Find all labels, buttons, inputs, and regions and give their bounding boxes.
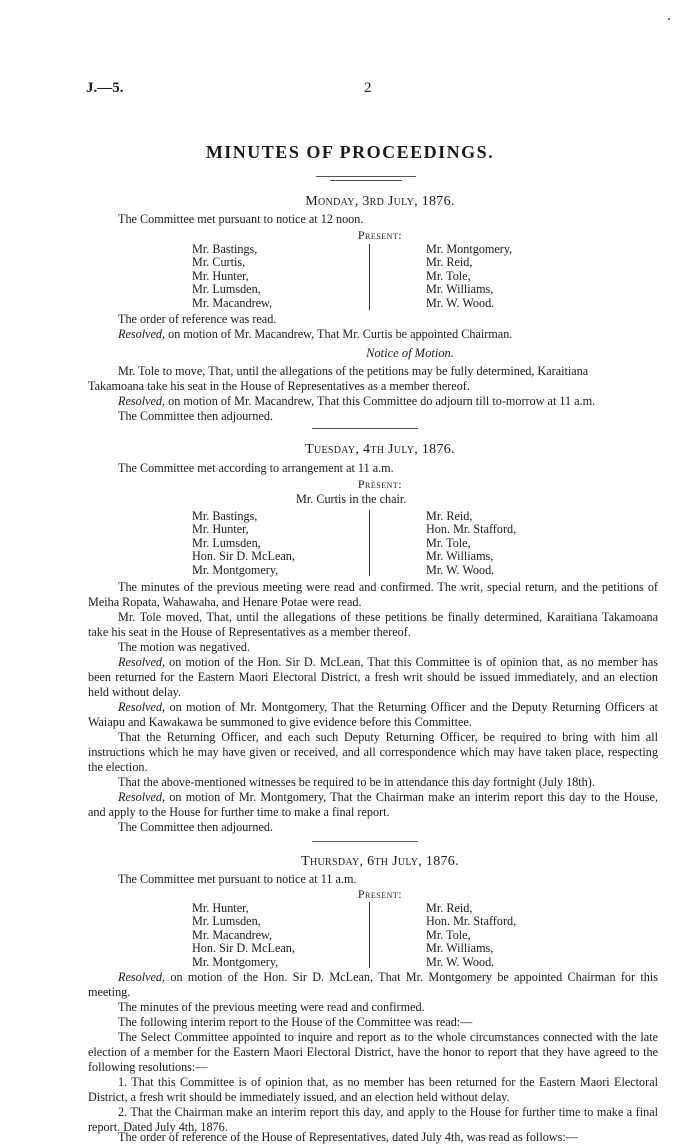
resolution-2: Resolved, on motion of Mr. Macandrew, That this Committee do adjourn till to-morrow at 11 a.m. bbox=[118, 394, 596, 408]
minutes-paragraph-2-8: Resolved, on motion of Mr. Montgomery, That the Chairman make an interim report this day to the House, and apply to the House for further time to make a final report. bbox=[88, 790, 658, 820]
adjourned-2: The Committee then adjourned. bbox=[118, 820, 274, 834]
minutes-paragraph-2-5: Resolved, on motion of Mr. Montgomery, That the Returning Officer and the Deputy Returning Officers at Waiapu and Kawakawa be summoned to give evidence before this Committee. bbox=[88, 700, 659, 730]
column-divider-2 bbox=[369, 510, 370, 576]
column-divider-1 bbox=[369, 244, 370, 310]
minutes-paragraph-2-7: That the above-mentioned witnesses be required to be in attendance this day fortnight (July 18th). bbox=[118, 775, 595, 789]
meeting-date-1: Monday, 3rd July, 1876. bbox=[305, 194, 455, 209]
speck-mark bbox=[668, 18, 670, 20]
minutes-paragraph-2-3: The motion was negatived. bbox=[118, 640, 250, 654]
meeting-opening-2: The Committee met according to arrangement at 11 a.m. bbox=[118, 461, 394, 475]
minutes-paragraph-3-5: 1. That this Committee is of opinion that, as no member has been returned for the Eastern Maori Electoral District, a fresh writ should be immediately issued, and an election held without delay. bbox=[88, 1075, 658, 1105]
tole-motion-line-1: Mr. Tole to move, That, until the allegations of the petitions may be fully determined, Karaitiana bbox=[118, 364, 589, 378]
minutes-paragraph-3-6: 2. That the Chairman make an interim report this day, and apply to the House for further time to make a final report. Dated July 4th, 1876. bbox=[88, 1105, 658, 1135]
document-code: J.—5. bbox=[86, 80, 124, 96]
meeting-date-2: Tuesday, 4th July, 1876. bbox=[305, 442, 455, 457]
section-rule-2 bbox=[312, 841, 418, 842]
meeting-opening-3: The Committee met pursuant to notice at 11 a.m. bbox=[118, 872, 357, 886]
minutes-paragraph-3-3: The following interim report to the House of the Committee was read:— bbox=[118, 1015, 473, 1029]
minutes-paragraph-2-2: Mr. Tole moved, That, until the allegations of these petitions be finally determined, Karaitiana Takamoana take his seat in the House of Representatives as a member thereof. bbox=[88, 610, 658, 640]
attendees-right-1: Mr. Montgomery, Mr. Reid, Mr. Tole, Mr. Williams, Mr. W. Wood. bbox=[426, 242, 513, 310]
meeting-opening-1: The Committee met pursuant to notice at 12 noon. bbox=[118, 212, 364, 226]
attendees-left-3: Mr. Hunter, Mr. Lumsden, Mr. Macandrew, Hon. Sir D. McLean, Mr. Montgomery, bbox=[192, 901, 295, 969]
title-rule bbox=[316, 176, 416, 177]
adjourned-1: The Committee then adjourned. bbox=[118, 409, 274, 423]
present-label-2: Present: bbox=[357, 477, 403, 491]
tole-motion-line-2: Takamoana take his seat in the House of Representatives as a member thereof. bbox=[88, 379, 470, 393]
minutes-paragraph-3-7: The order of reference of the House of Representatives, dated July 4th, was read as follows:— bbox=[118, 1130, 578, 1144]
minutes-paragraph-2-1: The minutes of the previous meeting were read and confirmed. The writ, special return, and the petitions of Meiha Ropata, Wahawaha, and Henare Potae were read. bbox=[88, 580, 658, 610]
present-label-3: Present: bbox=[357, 887, 403, 901]
minutes-paragraph-3-2: The minutes of the previous meeting were read and confirmed. bbox=[118, 1000, 425, 1014]
title-rule-short bbox=[330, 180, 402, 181]
resolution-1: Resolved, on motion of Mr. Macandrew, That Mr. Curtis be appointed Chairman. bbox=[118, 327, 513, 341]
attendees-right-3: Mr. Reid, Hon. Mr. Stafford, Mr. Tole, Mr. Williams, Mr. W. Wood. bbox=[426, 901, 517, 969]
present-label-1: Present: bbox=[357, 228, 403, 242]
section-rule-1 bbox=[312, 428, 418, 429]
order-read-1: The order of reference was read. bbox=[118, 312, 277, 326]
minutes-paragraph-2-4: Resolved, on motion of the Hon. Sir D. McLean, That this Committee is of opinion that, as no member has been returned for the Eastern Maori Electoral District, a fresh writ should be issued immediately, and an election held without delay. bbox=[88, 655, 659, 700]
chair-note-2: Mr. Curtis in the chair. bbox=[296, 492, 407, 506]
meeting-date-3: Thursday, 6th July, 1876. bbox=[301, 854, 459, 869]
minutes-paragraph-2-6: That the Returning Officer, and each such Deputy Returning Officer, be required to bring with him all instructions which he may have given or received, and all correspondence which may have taken place, respecting the election. bbox=[88, 730, 658, 775]
column-divider-3 bbox=[369, 902, 370, 968]
attendees-left-1: Mr. Bastings, Mr. Curtis, Mr. Hunter, Mr. Lumsden, Mr. Macandrew, bbox=[192, 242, 273, 310]
attendees-left-2: Mr. Bastings, Mr. Hunter, Mr. Lumsden, Hon. Sir D. McLean, Mr. Montgomery, bbox=[192, 509, 295, 577]
minutes-paragraph-3-4: The Select Committee appointed to inquire and report as to the whole circumstances connected with the late election of a member for the Eastern Maori Electoral District, have the honor to report that they have agreed to the following resolutions:— bbox=[88, 1030, 658, 1075]
page-title: MINUTES OF PROCEEDINGS. bbox=[205, 142, 495, 162]
notice-of-motion-heading: Notice of Motion. bbox=[366, 346, 454, 360]
minutes-paragraph-3-1: Resolved, on motion of the Hon. Sir D. McLean, That Mr. Montgomery be appointed Chairman for this meeting. bbox=[88, 970, 659, 1000]
page-number: 2 bbox=[364, 80, 372, 96]
attendees-right-2: Mr. Reid, Hon. Mr. Stafford, Mr. Tole, Mr. Williams, Mr. W. Wood. bbox=[426, 509, 517, 577]
